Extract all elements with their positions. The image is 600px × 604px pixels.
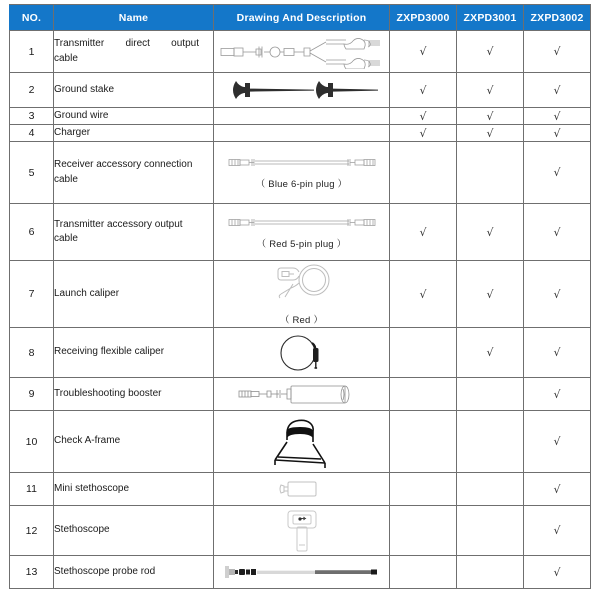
item-drawing xyxy=(214,142,390,204)
support-zxpd3001 xyxy=(457,142,524,204)
support-zxpd3002: √ xyxy=(524,142,591,204)
header-zxpd3001: ZXPD3001 xyxy=(457,5,524,31)
table-row xyxy=(10,378,591,411)
item-name-line2: cable xyxy=(54,173,78,185)
table-row xyxy=(10,506,591,556)
support-zxpd3000: √ xyxy=(390,31,457,73)
item-drawing xyxy=(214,378,390,411)
support-zxpd3000 xyxy=(390,378,457,411)
table-row xyxy=(10,328,591,378)
item-name xyxy=(54,142,214,204)
item-name-line1: Receiver accessory connection xyxy=(54,159,193,170)
support-zxpd3000 xyxy=(390,142,457,204)
item-drawing xyxy=(214,506,390,556)
item-drawing xyxy=(214,73,390,108)
header-name: Name xyxy=(54,5,214,31)
table-row xyxy=(10,125,591,142)
item-drawing xyxy=(214,556,390,589)
support-zxpd3001 xyxy=(457,473,524,506)
item-name: Ground wire xyxy=(54,108,214,125)
support-zxpd3000 xyxy=(390,506,457,556)
item-drawing xyxy=(214,125,390,142)
drawing-caption: （ Red 5-pin plug ） xyxy=(256,238,347,250)
item-drawing xyxy=(214,411,390,473)
support-zxpd3002: √ xyxy=(524,204,591,261)
item-name-line2: cable xyxy=(54,233,78,244)
item-name: Receiving flexible caliper xyxy=(54,328,214,378)
item-name: Stethoscope probe rod xyxy=(54,556,214,589)
row-number: 11 xyxy=(10,473,54,506)
item-name: Mini stethoscope xyxy=(54,473,214,506)
table-row xyxy=(10,108,591,125)
support-zxpd3001: √ xyxy=(457,73,524,108)
support-zxpd3000: √ xyxy=(390,261,457,328)
ground-stake-icon xyxy=(218,76,386,104)
item-name xyxy=(54,204,214,261)
support-zxpd3000 xyxy=(390,411,457,473)
support-zxpd3002: √ xyxy=(524,328,591,378)
accessory-list-page xyxy=(0,4,600,604)
support-zxpd3002: √ xyxy=(524,125,591,142)
row-number: 7 xyxy=(10,261,54,328)
row-number: 6 xyxy=(10,204,54,261)
support-zxpd3002: √ xyxy=(524,31,591,73)
support-zxpd3000 xyxy=(390,556,457,589)
item-name: Charger xyxy=(54,125,214,142)
table-row xyxy=(10,31,591,73)
table-row xyxy=(10,411,591,473)
row-number: 9 xyxy=(10,378,54,411)
clamp-ring-icon xyxy=(262,263,342,307)
drawing-caption: （ Blue 6-pin plug ） xyxy=(255,179,348,190)
support-zxpd3000: √ xyxy=(390,73,457,108)
item-name: Troubleshooting booster xyxy=(54,378,214,411)
table-row xyxy=(10,261,591,328)
support-zxpd3001 xyxy=(457,556,524,589)
support-zxpd3000 xyxy=(390,473,457,506)
flexible-ring-icon xyxy=(272,332,332,374)
drawing-caption: （ Red ） xyxy=(279,314,324,326)
plug-cable-icon xyxy=(227,155,377,171)
item-name-line1: Transmitter accessory output xyxy=(54,218,183,230)
probe-rod-icon xyxy=(219,561,385,583)
table-row xyxy=(10,556,591,589)
table-row xyxy=(10,142,591,204)
item-drawing xyxy=(214,261,390,328)
support-zxpd3000: √ xyxy=(390,108,457,125)
header-no: NO. xyxy=(10,5,54,31)
row-number: 12 xyxy=(10,506,54,556)
support-zxpd3002: √ xyxy=(524,506,591,556)
row-number: 13 xyxy=(10,556,54,589)
a-frame-icon xyxy=(263,416,341,468)
stethoscope-icon xyxy=(278,509,326,553)
support-zxpd3001 xyxy=(457,411,524,473)
support-zxpd3002: √ xyxy=(524,73,591,108)
item-name-line2: cable xyxy=(54,52,78,64)
split-clip-cable-icon xyxy=(218,35,386,69)
table-body xyxy=(10,31,591,589)
support-zxpd3000: √ xyxy=(390,125,457,142)
item-drawing xyxy=(214,473,390,506)
item-drawing xyxy=(214,31,390,73)
table-header xyxy=(10,5,591,31)
item-name: Launch caliper xyxy=(54,261,214,328)
support-zxpd3001: √ xyxy=(457,204,524,261)
header-drawing: Drawing And Description xyxy=(214,5,390,31)
accessory-table xyxy=(9,4,591,589)
item-drawing xyxy=(214,328,390,378)
support-zxpd3000 xyxy=(390,328,457,378)
row-number: 4 xyxy=(10,125,54,142)
header-zxpd3000: ZXPD3000 xyxy=(390,5,457,31)
support-zxpd3002: √ xyxy=(524,378,591,411)
support-zxpd3002: √ xyxy=(524,556,591,589)
row-number: 5 xyxy=(10,142,54,204)
item-name-line1: Transmitter direct output xyxy=(54,38,199,49)
item-name: Stethoscope xyxy=(54,506,214,556)
mini-stethoscope-icon xyxy=(275,477,329,501)
support-zxpd3001 xyxy=(457,378,524,411)
row-number: 8 xyxy=(10,328,54,378)
support-zxpd3001 xyxy=(457,506,524,556)
booster-icon xyxy=(237,382,367,406)
item-name xyxy=(54,31,214,73)
header-zxpd3002: ZXPD3002 xyxy=(524,5,591,31)
item-name: Check A-frame xyxy=(54,411,214,473)
row-number: 10 xyxy=(10,411,54,473)
support-zxpd3001: √ xyxy=(457,261,524,328)
support-zxpd3002: √ xyxy=(524,108,591,125)
row-number: 2 xyxy=(10,73,54,108)
support-zxpd3001: √ xyxy=(457,31,524,73)
support-zxpd3002: √ xyxy=(524,261,591,328)
table-row xyxy=(10,73,591,108)
item-drawing xyxy=(214,108,390,125)
item-drawing xyxy=(214,204,390,261)
table-row xyxy=(10,473,591,506)
support-zxpd3002: √ xyxy=(524,411,591,473)
item-name: Ground stake xyxy=(54,73,214,108)
plug-cable-icon xyxy=(227,215,377,231)
support-zxpd3000: √ xyxy=(390,204,457,261)
support-zxpd3001: √ xyxy=(457,125,524,142)
row-number: 1 xyxy=(10,31,54,73)
support-zxpd3001: √ xyxy=(457,108,524,125)
table-row xyxy=(10,204,591,261)
header-row xyxy=(10,5,591,31)
support-zxpd3002: √ xyxy=(524,473,591,506)
support-zxpd3001: √ xyxy=(457,328,524,378)
row-number: 3 xyxy=(10,108,54,125)
